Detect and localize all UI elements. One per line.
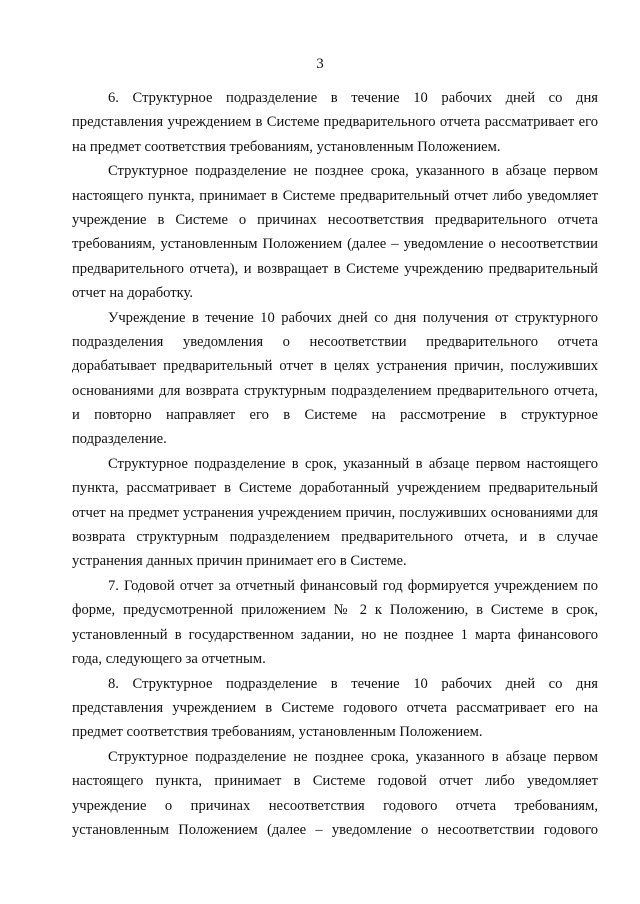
page-number: 3 [316, 56, 324, 72]
paragraph-item-6: 6. Структурное подразделение в течение 10 рабочих дней со дня представления учреждением в Системе предварительного отчета рассматривает его на предмет соответствия требованиям, установленным Положением. [72, 90, 598, 155]
document-body [72, 86, 598, 843]
paragraph-review-revised-report: Структурное подразделение в срок, указанный в абзаце первом настоящего пункта, рассматривает в Системе доработанный учреждением предварительный отчет на предмет устранения учреждением причин, послуживших основаниями для возврата структурным подразделением предварительного отчета, и в случае устранения данных причин принимает его в Системе. [72, 455, 598, 570]
paragraph-item-7: 7. Годовой отчет за отчетный финансовый год формируется учреждением по форме, предусмотренной приложением № 2 к Положению, в Системе в срок, установленный в государственном задании, но не позднее 1 марта финансового года, следующего за отчетным. [72, 577, 598, 667]
paragraph-annual-report-acceptance: Структурное подразделение не позднее срока, указанного в абзаце первом настоящего пункта, принимает в Системе годовой отчет либо уведомляет учреждение о причинах несоответствия годового отчета требованиям, установленным Положением (далее – уведомление о несоответствии годового [72, 749, 598, 838]
paragraph-revision-by-institution: Учреждение в течение 10 рабочих дней со дня получения от структурного подразделения уведомления о несоответствии предварительного отчета дорабатывает предварительный отчет в целях устранения причин, послуживших основаниями для возврата структурным подразделением предварительного отчета, и повторно направляет его в Системе на рассмотрение в структурное подразделение. [72, 309, 598, 448]
paragraph-acceptance-or-notice: Структурное подразделение не позднее срока, указанного в абзаце первом настоящего пункта, принимает в Системе предварительный отчет либо уведомляет учреждение в Системе о причинах несоответствия предварительного отчета требованиям, установленным Положением (далее – уведомление о несоответствии предварительного отчета), и возвращает в Системе учреждению предварительный отчет на доработку. [72, 163, 598, 301]
paragraph-item-8: 8. Структурное подразделение в течение 10 рабочих дней со дня представления учреждением в Системе годового отчета рассматривает его на предмет соответствия требованиям, установленным Положением. [72, 675, 598, 741]
